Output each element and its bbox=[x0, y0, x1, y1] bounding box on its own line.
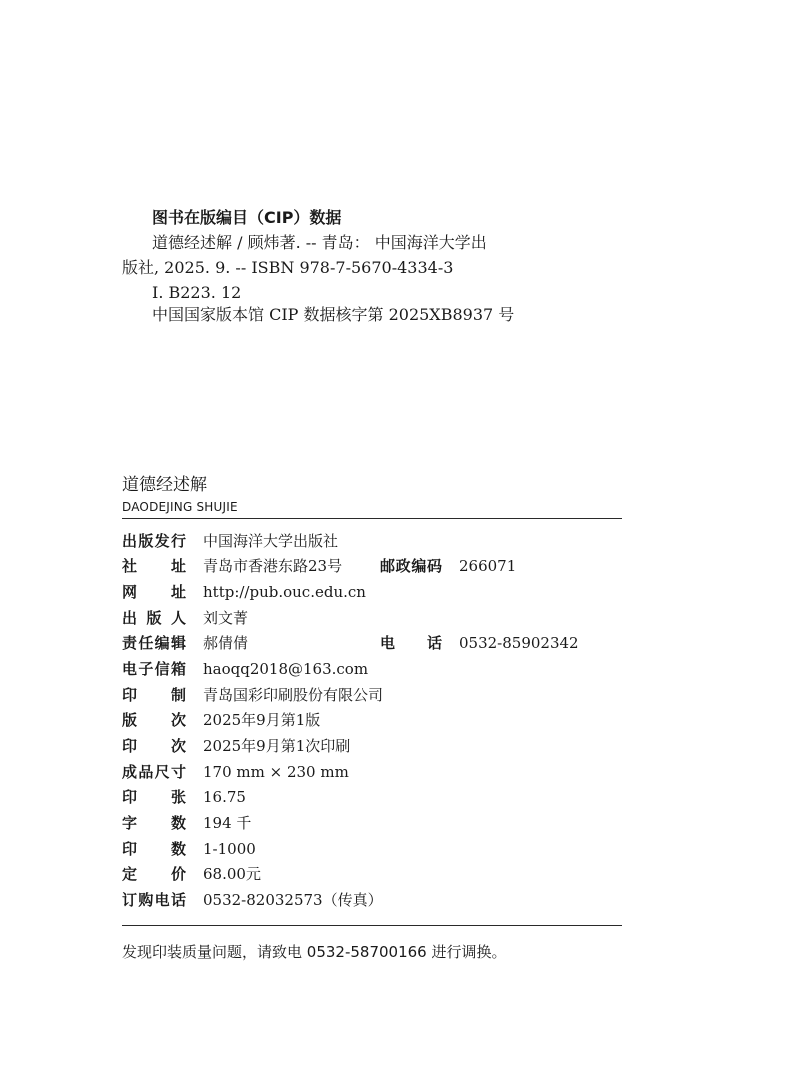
value-address: 青岛市香港东路23号 bbox=[203, 557, 343, 575]
book-pinyin: DAODEJING SHUJIE bbox=[122, 500, 238, 514]
row-publisher bbox=[122, 530, 622, 555]
label-printing: 印 次 bbox=[122, 737, 186, 755]
book-title: 道德经述解 bbox=[122, 475, 207, 495]
label-publisher: 出 版 发 行 bbox=[122, 532, 186, 550]
label-address: 社 址 bbox=[122, 557, 186, 575]
value-phone: 0532-85902342 bbox=[459, 634, 579, 652]
row-size bbox=[122, 761, 622, 786]
cip-title: 图书在版编目（CIP）数据 bbox=[152, 208, 342, 227]
quality-notice: 发现印装质量问题，请致电 0532-58700166 进行调换。 bbox=[122, 943, 507, 961]
value-publisher: 中国海洋大学出版社 bbox=[203, 532, 339, 550]
row-sheets bbox=[122, 786, 622, 811]
value-order-phone: 0532-82032573（传真） bbox=[203, 891, 383, 909]
value-edition: 2025年9月第1版 bbox=[203, 711, 321, 729]
row-edition bbox=[122, 709, 622, 734]
value-website: http://pub.ouc.edu.cn bbox=[203, 583, 366, 601]
value-printer: 青岛国彩印刷股份有限公司 bbox=[203, 686, 384, 704]
top-rule bbox=[122, 518, 622, 519]
label-order-phone: 订 购 电 话 bbox=[122, 891, 186, 909]
value-sheets: 16.75 bbox=[203, 788, 246, 806]
row-printing bbox=[122, 735, 622, 760]
label-phone: 电 话 bbox=[380, 634, 442, 652]
value-publisher-person: 刘文菁 bbox=[203, 609, 249, 627]
value-postcode: 266071 bbox=[459, 557, 517, 575]
cip-line-4: 中国国家版本馆 CIP 数据核字第 2025XB8937 号 bbox=[152, 305, 515, 324]
label-website: 网 址 bbox=[122, 583, 186, 601]
value-email: haoqq2018@163.com bbox=[203, 660, 369, 678]
label-email: 电 子 信 箱 bbox=[122, 660, 186, 678]
value-editor: 郝倩倩 bbox=[203, 634, 249, 652]
row-copies bbox=[122, 838, 622, 863]
value-size: 170 mm × 230 mm bbox=[203, 763, 349, 781]
label-sheets: 印 张 bbox=[122, 788, 186, 806]
cip-line-1: 道德经述解 / 顾炜著. -- 青岛： 中国海洋大学出 bbox=[152, 233, 487, 252]
label-postcode: 邮 政 编 码 bbox=[380, 557, 442, 575]
row-publisher-person bbox=[122, 607, 622, 632]
row-order-phone bbox=[122, 889, 622, 914]
row-price bbox=[122, 863, 622, 888]
row-editor bbox=[122, 632, 622, 657]
cip-line-3: Ⅰ. B223. 12 bbox=[152, 283, 242, 302]
label-words: 字 数 bbox=[122, 814, 186, 832]
row-address bbox=[122, 555, 622, 580]
label-edition: 版 次 bbox=[122, 711, 186, 729]
label-editor: 责 任 编 辑 bbox=[122, 634, 186, 652]
value-copies: 1-1000 bbox=[203, 840, 256, 858]
cip-line-2: 版社, 2025. 9. -- ISBN 978-7-5670-4334-3 bbox=[122, 258, 454, 277]
row-printer bbox=[122, 684, 622, 709]
label-publisher-person: 出 版 人 bbox=[122, 609, 186, 627]
value-printing: 2025年9月第1次印刷 bbox=[203, 737, 351, 755]
row-website bbox=[122, 581, 622, 606]
bottom-rule bbox=[122, 925, 622, 926]
label-price: 定 价 bbox=[122, 865, 186, 883]
value-words: 194 千 bbox=[203, 814, 252, 832]
row-email bbox=[122, 658, 622, 683]
label-printer: 印 制 bbox=[122, 686, 186, 704]
label-size: 成 品 尺 寸 bbox=[122, 763, 186, 781]
row-words bbox=[122, 812, 622, 837]
value-price: 68.00元 bbox=[203, 865, 261, 883]
label-copies: 印 数 bbox=[122, 840, 186, 858]
